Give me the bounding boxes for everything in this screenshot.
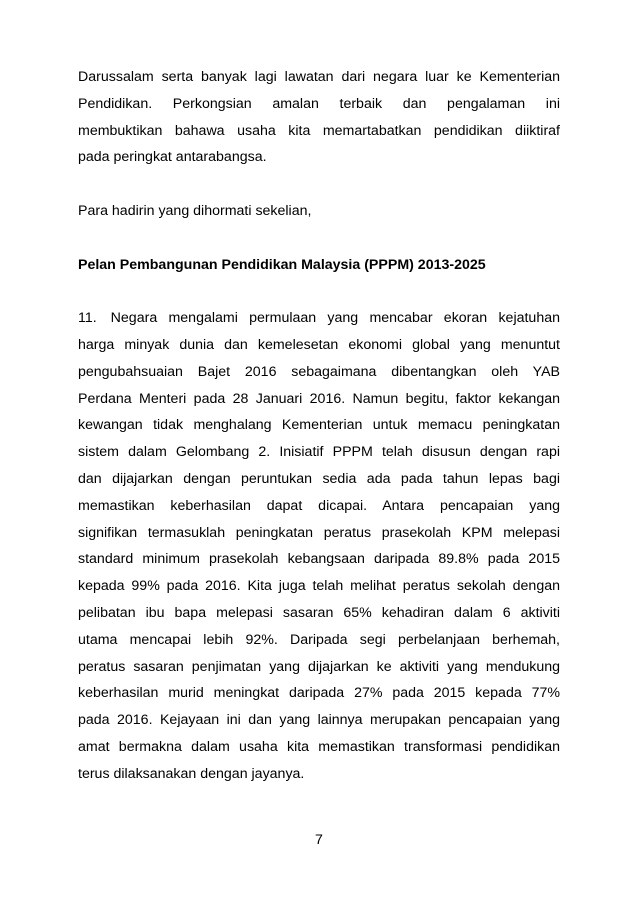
text-line: pengubahsuaian Bajet 2016 sebagaimana dibentangkan oleh YAB <box>78 363 560 380</box>
section-heading: Pelan Pembangunan Pendidikan Malaysia (PPPM) 2013-2025 <box>78 256 486 273</box>
salutation: Para hadirin yang dihormati sekelian, <box>78 202 312 219</box>
text-line: kewangan tidak menghalang Kementerian untuk memacu peningkatan <box>78 417 560 434</box>
text-line: pada 2016. Kejayaan ini dan yang lainnya merupakan pencapaian yang <box>78 712 560 729</box>
text-line: pada peringkat antarabangsa. <box>78 149 267 166</box>
text-line: memastikan keberhasilan dapat dicapai. Antara pencapaian yang <box>78 497 560 514</box>
text-line: sistem dalam Gelombang 2. Inisiatif PPPM telah disusun dengan rapi <box>78 444 560 461</box>
paragraph-number: 11. <box>78 310 97 327</box>
text-line: Darussalam serta banyak lagi lawatan dari negara luar ke Kementerian <box>78 69 560 85</box>
text-line: Perdana Menteri pada 28 Januari 2016. Namun begitu, faktor kekangan <box>78 390 560 407</box>
text-line: dan dijajarkan dengan peruntukan sedia ada pada tahun lepas bagi <box>78 470 560 487</box>
text-line: kepada 99% pada 2016. Kita juga telah melihat peratus sekolah dengan <box>78 578 560 595</box>
text-line: peratus sasaran penjimatan yang dijajarkan ke aktiviti yang mendukung <box>78 658 560 675</box>
text-line <box>78 305 560 332</box>
page-number: 7 <box>315 832 323 848</box>
text-line: harga minyak dunia dan kemelesetan ekonomi global yang menuntut <box>78 336 560 353</box>
text-line: signifikan termasuklah peningkatan peratus prasekolah KPM melepasi <box>78 524 560 541</box>
page-body <box>78 64 560 788</box>
text-line: standard minimum prasekolah kebangsaan daripada 89.8% pada 2015 <box>78 551 560 568</box>
text-line: membuktikan bahawa usaha kita memartabatkan pendidikan diiktiraf <box>78 122 560 139</box>
text-line: keberhasilan murid meningkat daripada 27% pada 2015 kepada 77% <box>78 685 560 702</box>
text-line: amat bermakna dalam usaha kita memastikan transformasi pendidikan <box>78 738 560 755</box>
text-line: utama mencapai lebih 92%. Daripada segi perbelanjaan berhemah, <box>78 631 560 648</box>
text-line: pelibatan ibu bapa melepasi sasaran 65% kehadiran dalam 6 aktiviti <box>78 604 560 621</box>
text-line: Pendidikan. Perkongsian amalan terbaik dan pengalaman ini <box>78 95 560 112</box>
text-line: terus dilaksanakan dengan jayanya. <box>78 765 305 782</box>
text-line-content: Negara mengalami permulaan yang mencabar ekoran kejatuhan <box>110 310 560 327</box>
paragraph-11 <box>78 305 560 787</box>
continuation-paragraph <box>78 64 560 171</box>
